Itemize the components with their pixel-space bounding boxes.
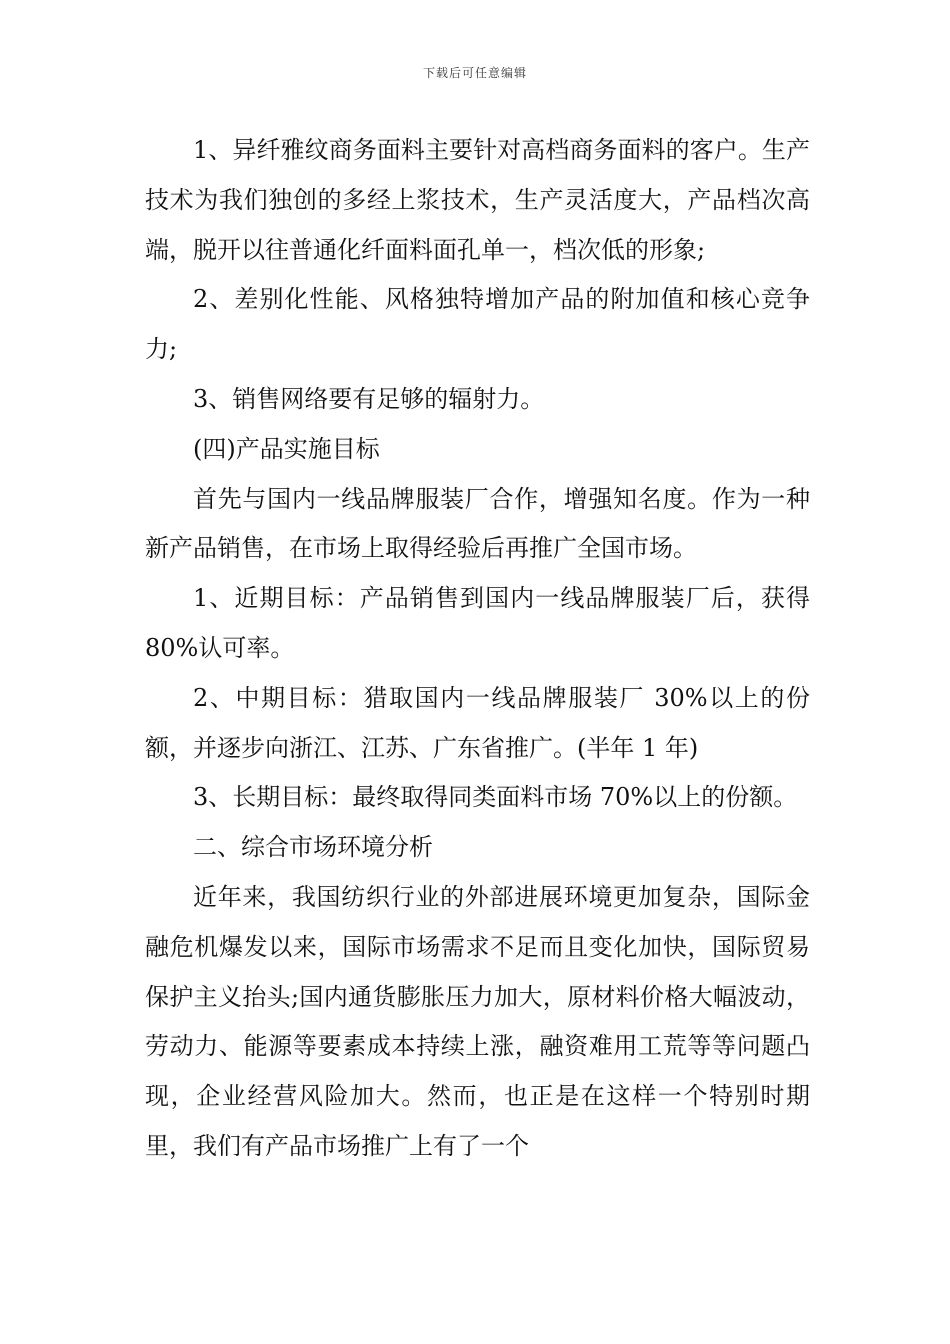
paragraph-long-term-goal: 3、长期目标：最终取得同类面料市场 70%以上的份额。 [193,783,798,812]
paragraph-product-1: 1、异纤雅纹商务面料主要针对高档商务面料的客户。生产技术为我们独创的多经上浆技术，生产灵活度大，产品档次高端，脱开以往普通化纤面料面孔单一，档次低的形象; [145,136,810,264]
paragraph-goals-intro: 首先与国内一线品牌服装厂合作，增强知名度。作为一种新产品销售，在市场上取得经验后再推广全国市场。 [145,484,810,563]
section-heading-goals: (四)产品实施目标 [193,434,380,463]
paragraph-mid-term-goal: 2、中期目标：猎取国内一线品牌服装厂 30%以上的份额，并逐步向浙江、江苏、广东省推广。(半年 1 年) [145,683,810,762]
document-body [145,126,810,1172]
paragraph-product-3: 3、销售网络要有足够的辐射力。 [193,384,545,413]
paragraph-market-analysis: 近年来，我国纺织行业的外部进展环境更加复杂，国际金融危机爆发以来，国际市场需求不足而且变化加快，国际贸易保护主义抬头;国内通货膨胀压力加大，原材料价格大幅波动，劳动力、能源等要素成本持续上涨，融资难用工荒等等问题凸现，企业经营风险加大。然而，也正是在这样一个特别时期里，我们有产品市场推广上有了一个 [145,882,810,1160]
page-header: 下载后可任意编辑 [422,66,527,80]
section-heading-market-analysis: 二、综合市场环境分析 [193,833,433,862]
paragraph-short-term-goal: 1、近期目标：产品销售到国内一线品牌服装厂后，获得80%认可率。 [145,584,810,662]
paragraph-product-2: 2、差别化性能、风格独特增加产品的附加值和核心竞争力; [145,285,810,364]
